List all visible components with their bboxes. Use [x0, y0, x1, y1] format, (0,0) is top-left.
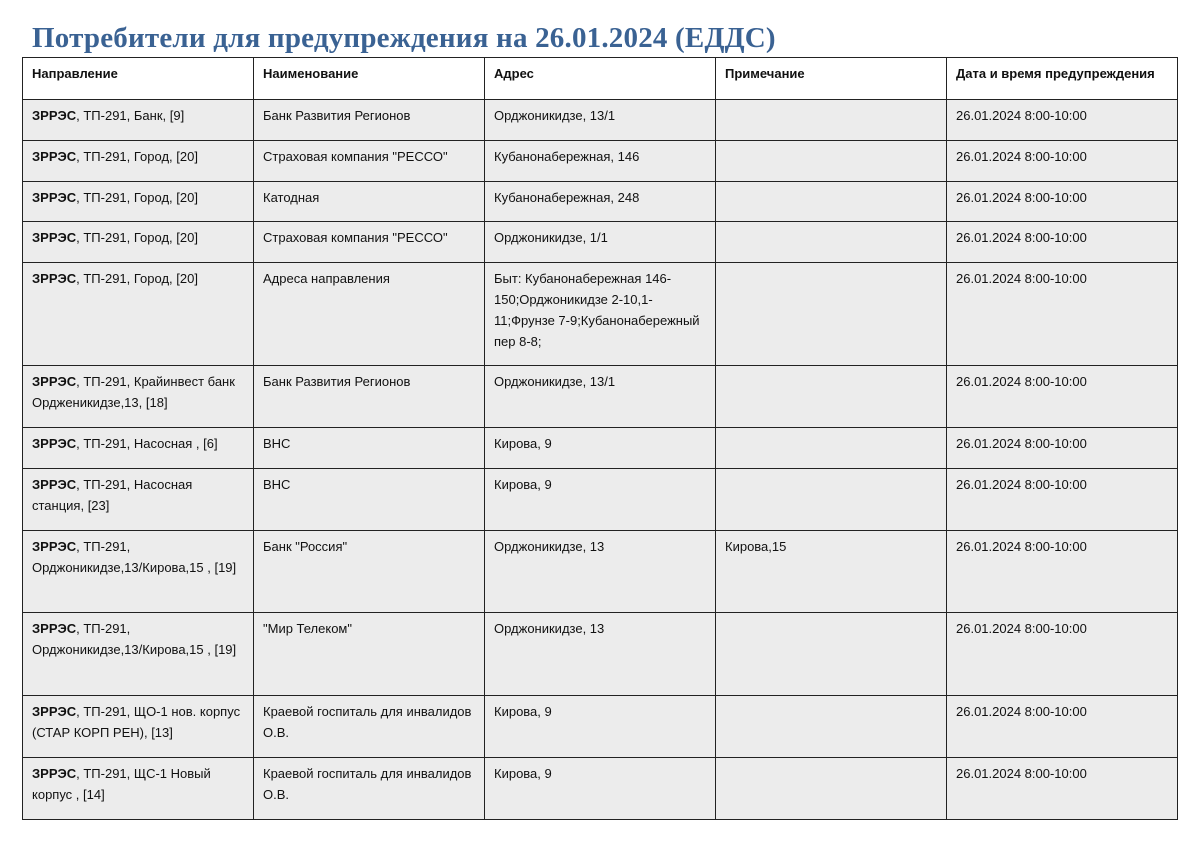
- direction-detail: , ТП-291, Город, [20]: [76, 149, 198, 164]
- cell-address: Орджоникидзе, 13: [485, 531, 716, 613]
- cell-direction: [23, 263, 254, 366]
- cell-datetime: 26.01.2024 8:00-10:00: [947, 263, 1178, 366]
- cell-name: Банк "Россия": [254, 531, 485, 613]
- cell-note: [716, 366, 947, 428]
- cell-note: [716, 263, 947, 366]
- cell-note: [716, 758, 947, 820]
- table-row: [23, 613, 1178, 696]
- cell-name: Краевой госпиталь для инвалидов О.В.: [254, 758, 485, 820]
- direction-detail: , ТП-291, Орджоникидзе,13/Кирова,15 , [19]: [32, 539, 237, 575]
- cell-datetime: 26.01.2024 8:00-10:00: [947, 758, 1178, 820]
- table-row: [23, 182, 1178, 222]
- direction-detail: , ТП-291, Город, [20]: [76, 271, 198, 286]
- cell-direction: [23, 696, 254, 758]
- cell-direction: [23, 531, 254, 613]
- cell-datetime: 26.01.2024 8:00-10:00: [947, 141, 1178, 182]
- cell-address: Орджоникидзе, 13/1: [485, 100, 716, 141]
- cell-address: Кирова, 9: [485, 469, 716, 531]
- column-header-note: Примечание: [716, 58, 947, 100]
- direction-district: ЗРРЭС: [32, 374, 77, 389]
- cell-direction: [23, 366, 254, 428]
- cell-name: "Мир Телеком": [254, 613, 485, 696]
- cell-name: Адреса направления: [254, 263, 485, 366]
- table-row: [23, 222, 1178, 263]
- cell-name: Краевой госпиталь для инвалидов О.В.: [254, 696, 485, 758]
- table-row: [23, 428, 1178, 469]
- column-header-datetime: Дата и время предупреждения: [947, 58, 1178, 100]
- cell-note: [716, 141, 947, 182]
- direction-district: ЗРРЭС: [32, 436, 77, 451]
- cell-datetime: 26.01.2024 8:00-10:00: [947, 100, 1178, 141]
- direction-district: ЗРРЭС: [32, 704, 77, 719]
- cell-address: Кубанонабережная, 146: [485, 141, 716, 182]
- direction-detail: , ТП-291, Город, [20]: [76, 190, 198, 205]
- column-header-address: Адрес: [485, 58, 716, 100]
- cell-address: Быт: Кубанонабережная 146-150;Орджоникидзе 2-10,1-11;Фрунзе 7-9;Кубанонабережный пер 8-8;: [485, 263, 716, 366]
- cell-address: Орджоникидзе, 13/1: [485, 366, 716, 428]
- cell-datetime: 26.01.2024 8:00-10:00: [947, 428, 1178, 469]
- cell-datetime: 26.01.2024 8:00-10:00: [947, 222, 1178, 263]
- direction-detail: , ТП-291, Банк, [9]: [76, 108, 185, 123]
- cell-name: Страховая компания "РЕССО": [254, 141, 485, 182]
- cell-datetime: 26.01.2024 8:00-10:00: [947, 531, 1178, 613]
- column-header-name: Наименование: [254, 58, 485, 100]
- table-row: [23, 758, 1178, 820]
- direction-district: ЗРРЭС: [32, 271, 77, 286]
- direction-detail: , ТП-291, Крайинвест банк Ордженикидзе,13, [18]: [32, 374, 235, 410]
- direction-district: ЗРРЭС: [32, 766, 77, 781]
- cell-address: Орджоникидзе, 13: [485, 613, 716, 696]
- cell-note: [716, 222, 947, 263]
- cell-direction: [23, 182, 254, 222]
- direction-detail: , ТП-291, Город, [20]: [76, 230, 198, 245]
- cell-note: [716, 428, 947, 469]
- cell-name: Банк Развития Регионов: [254, 100, 485, 141]
- table-row: [23, 531, 1178, 613]
- table-row: [23, 696, 1178, 758]
- cell-address: Кирова, 9: [485, 758, 716, 820]
- cell-note: [716, 100, 947, 141]
- direction-district: ЗРРЭС: [32, 108, 77, 123]
- table-header-row: [23, 58, 1178, 100]
- cell-direction: [23, 428, 254, 469]
- cell-name: ВНС: [254, 428, 485, 469]
- cell-note: [716, 469, 947, 531]
- direction-district: ЗРРЭС: [32, 477, 77, 492]
- cell-direction: [23, 469, 254, 531]
- table-row: [23, 263, 1178, 366]
- cell-direction: [23, 222, 254, 263]
- direction-district: ЗРРЭС: [32, 149, 77, 164]
- cell-datetime: 26.01.2024 8:00-10:00: [947, 613, 1178, 696]
- cell-datetime: 26.01.2024 8:00-10:00: [947, 696, 1178, 758]
- direction-detail: , ТП-291, ЩО-1 нов. корпус (СТАР КОРП РЕН), [13]: [32, 704, 241, 740]
- cell-direction: [23, 100, 254, 141]
- direction-district: ЗРРЭС: [32, 190, 77, 205]
- cell-direction: [23, 141, 254, 182]
- cell-name: Банк Развития Регионов: [254, 366, 485, 428]
- cell-address: Орджоникидзе, 1/1: [485, 222, 716, 263]
- cell-address: Кубанонабережная, 248: [485, 182, 716, 222]
- direction-detail: , ТП-291, Орджоникидзе,13/Кирова,15 , [19]: [32, 621, 237, 657]
- cell-address: Кирова, 9: [485, 428, 716, 469]
- cell-note: [716, 696, 947, 758]
- cell-note: [716, 182, 947, 222]
- cell-note: [716, 613, 947, 696]
- cell-datetime: 26.01.2024 8:00-10:00: [947, 182, 1178, 222]
- table-row: [23, 469, 1178, 531]
- direction-detail: , ТП-291, Насосная , [6]: [76, 436, 218, 451]
- direction-district: ЗРРЭС: [32, 621, 77, 636]
- table-row: [23, 366, 1178, 428]
- direction-district: ЗРРЭС: [32, 230, 77, 245]
- consumers-table: [22, 57, 1178, 820]
- cell-direction: [23, 758, 254, 820]
- cell-datetime: 26.01.2024 8:00-10:00: [947, 469, 1178, 531]
- cell-direction: [23, 613, 254, 696]
- column-header-direction: Направление: [23, 58, 254, 100]
- cell-name: Страховая компания "РЕССО": [254, 222, 485, 263]
- cell-note: Кирова,15: [716, 531, 947, 613]
- cell-address: Кирова, 9: [485, 696, 716, 758]
- cell-name: ВНС: [254, 469, 485, 531]
- table-row: [23, 141, 1178, 182]
- cell-name: Катодная: [254, 182, 485, 222]
- page-title: Потребители для предупреждения на 26.01.2024 (ЕДДС): [32, 22, 776, 54]
- direction-detail: , ТП-291, Насосная станция, [23]: [32, 477, 193, 513]
- direction-detail: , ТП-291, ЩС-1 Новый корпус , [14]: [32, 766, 211, 802]
- cell-datetime: 26.01.2024 8:00-10:00: [947, 366, 1178, 428]
- table-row: [23, 100, 1178, 141]
- direction-district: ЗРРЭС: [32, 539, 77, 554]
